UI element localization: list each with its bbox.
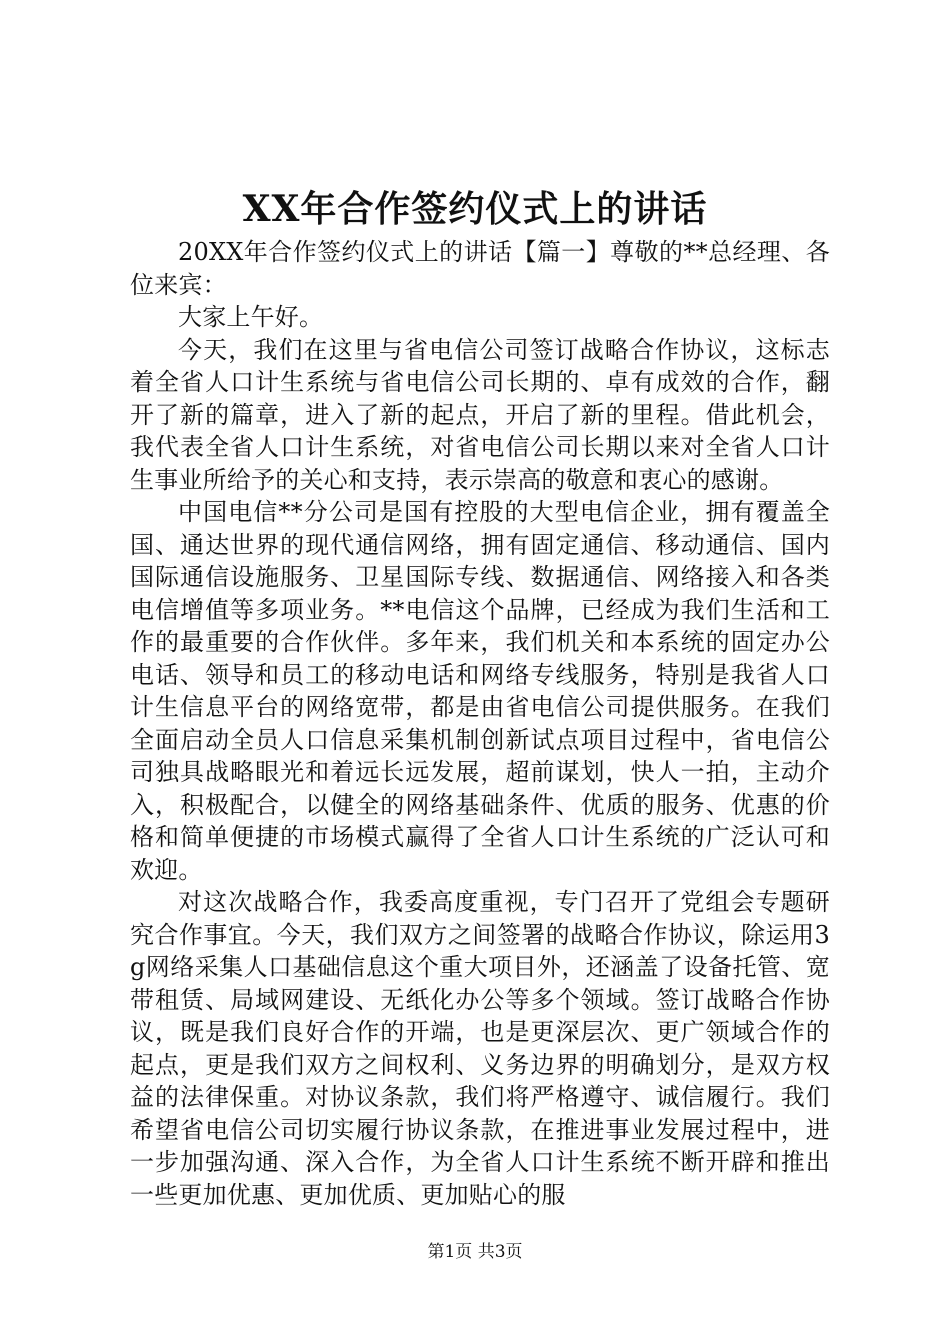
document-body — [130, 236, 830, 1211]
paragraph-greeting: 20XX年合作签约仪式上的讲话【篇一】尊敬的**总经理、各位来宾： — [130, 238, 830, 299]
document-title: XX年合作签约仪式上的讲话 — [242, 188, 708, 230]
paragraph-hello: 大家上午好。 — [178, 303, 324, 331]
paragraph-cooperation: 对这次战略合作，我委高度重视，专门召开了党组会专题研究合作事宜。今天，我们双方之间签署的战略合作协议，除运用3g网络采集人口基础信息这个重大项目外，还涵盖了设备托管、宽带租赁、局域网建设、无纸化办公等多个领域。签订战略合作协议，既是我们良好合作的开端，也是更深层次、更广领域合作的起点，更是我们双方之间权利、义务边界的明确划分，是双方权益的法律保重。对协议条款，我们将严格遵守、诚信履行。我们希望省电信公司切实履行协议条款，在推进事业发展过程中，进一步加强沟通、深入合作，为全省人口计生系统不断开辟和推出一些更加优惠、更加优质、更加贴心的服 — [130, 888, 830, 1209]
page-number-footer: 第1页 共3页 — [427, 1242, 523, 1262]
paragraph-today: 今天，我们在这里与省电信公司签订战略合作协议，这标志着全省人口计生系统与省电信公司长期的、卓有成效的合作，翻开了新的篇章，进入了新的起点，开启了新的里程。借此机会，我代表全省人口计生系统，对省电信公司长期以来对全省人口计生事业所给予的关心和支持，表示崇高的敬意和衷心的感谢。 — [130, 335, 830, 494]
paragraph-china-telecom: 中国电信**分公司是国有控股的大型电信企业，拥有覆盖全国、通达世界的现代通信网络，拥有固定通信、移动通信、国内国际通信设施服务、卫星国际专线、数据通信、网络接入和各类电信增值等多项业务。**电信这个品牌，已经成为我们生活和工作的最重要的合作伙伴。多年来，我们机关和本系统的固定办公电话、领导和员工的移动电话和网络专线服务，特别是我省人口计生信息平台的网络宽带，都是由省电信公司提供服务。在我们全面启动全员人口信息采集机制创新试点项目过程中，省电信公司独具战略眼光和着远长远发展，超前谋划，快人一拍，主动介入，积极配合，以健全的网络基础条件、优质的服务、优惠的价格和简单便捷的市场模式赢得了全省人口计生系统的广泛认可和欢迎。 — [130, 498, 830, 884]
